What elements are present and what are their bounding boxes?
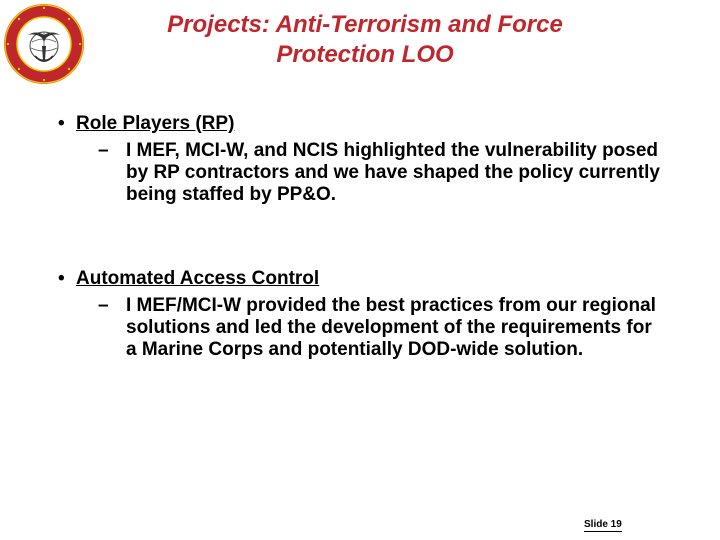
- bullet-automated-access-control: [58, 268, 320, 290]
- sub-bullet-text: I MEF, MCI-W, and NCIS highlighted the vulnerability posed by RP contractors and we have shaped the policy currently being staffed by PP&O.: [126, 140, 660, 205]
- bullet-heading: Automated Access Control: [76, 268, 320, 289]
- dash-icon: –: [98, 295, 109, 316]
- expeditionary-force-seal-icon: [2, 2, 86, 86]
- seal-graphic: [2, 2, 86, 86]
- slide-title-line-2: Protection LOO: [276, 41, 454, 68]
- slide-title: [100, 10, 630, 70]
- slide-number: Slide 19: [584, 519, 622, 530]
- bullet-role-players: [58, 113, 235, 135]
- slide-title-line-1: Projects: Anti-Terrorism and Force: [167, 11, 563, 38]
- sub-bullet-text: I MEF/MCI-W provided the best practices from our regional solutions and led the development of the requirements for a Marine Corps and potentially DOD-wide solution.: [126, 295, 656, 360]
- bullet-heading: Role Players (RP): [76, 113, 235, 134]
- sub-bullet-automated-access-control: [98, 295, 666, 361]
- bullet-dot-icon: •: [58, 113, 65, 134]
- bullet-dot-icon: •: [58, 268, 65, 289]
- dash-icon: –: [98, 140, 109, 161]
- sub-bullet-role-players: [98, 140, 666, 206]
